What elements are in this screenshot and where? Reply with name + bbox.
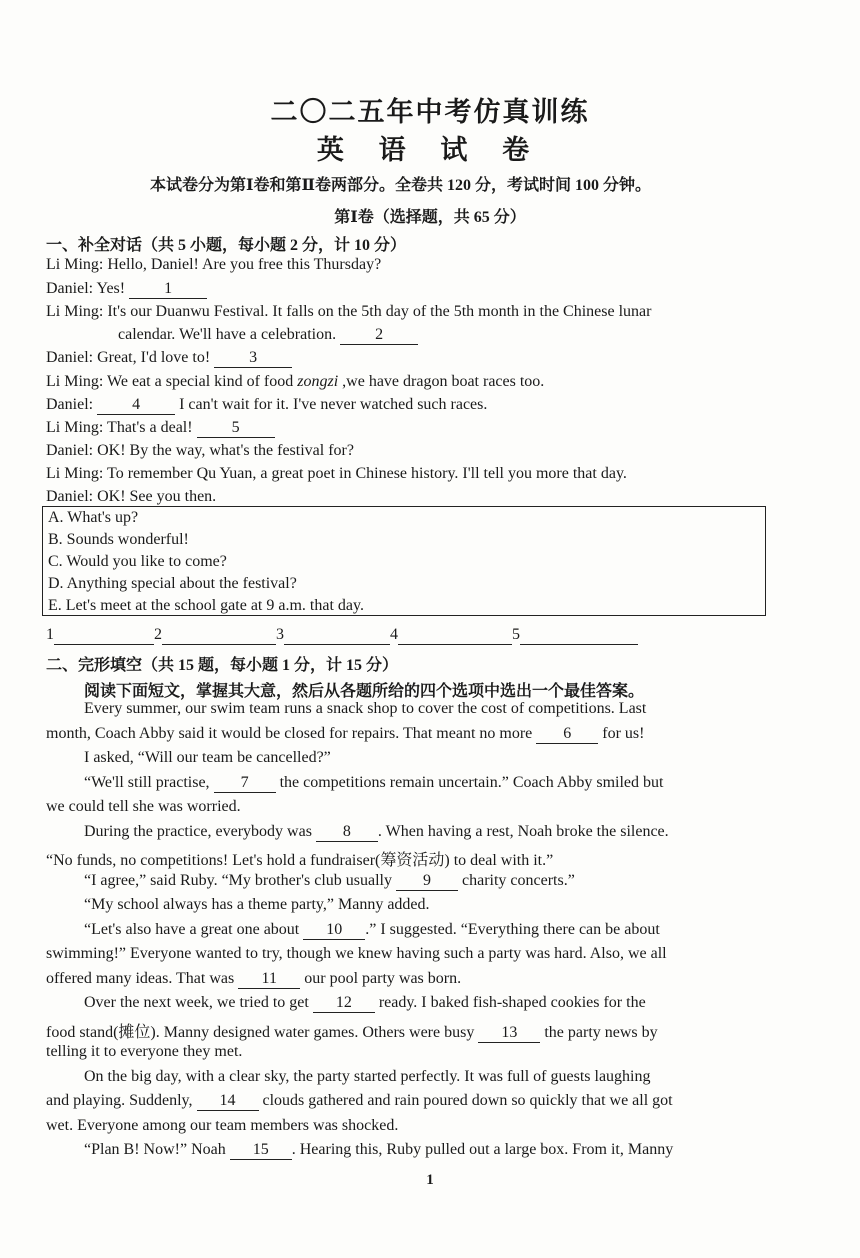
answer-label-5: 5 xyxy=(512,626,520,643)
passage-line xyxy=(46,700,746,725)
answer-label-2: 2 xyxy=(154,626,162,643)
passage-line xyxy=(46,1068,746,1093)
dialogue-line xyxy=(46,373,544,391)
italic-term: zongzi xyxy=(297,373,339,390)
exam-intro: 本试卷分为第Ⅰ卷和第Ⅱ卷两部分。全卷共 120 分，考试时间 100 分钟。 xyxy=(150,177,651,194)
answer-blank-5[interactable] xyxy=(520,626,638,645)
passage-text: On the big day, with a clear sky, the party started perfectly. It was full of guests laughing xyxy=(84,1067,651,1085)
dialogue-text: calendar. We'll have a celebration. xyxy=(118,326,341,343)
cloze-blank[interactable]: 7 xyxy=(214,774,276,793)
answer-label-1: 1 xyxy=(46,626,54,643)
cloze-blank[interactable]: 6 xyxy=(536,725,598,744)
dialogue-line xyxy=(46,396,487,415)
page-number: 1 xyxy=(426,1172,434,1188)
dialogue-line xyxy=(46,419,275,438)
passage-line xyxy=(46,896,746,921)
option-c: C. Would you like to come? xyxy=(48,553,227,570)
option-b: B. Sounds wonderful! xyxy=(48,531,189,548)
passage-text: month, Coach Abby said it would be closed for repairs. That meant no more xyxy=(46,724,537,742)
cloze-blank[interactable]: 14 xyxy=(197,1092,259,1111)
dialogue-text: To remember Qu Yuan, a great poet in Chinese history. I'll tell you more that day. xyxy=(103,465,627,482)
passage-text: clouds gathered and rain poured down so quickly that we all got xyxy=(258,1092,673,1109)
passage-line xyxy=(46,1043,746,1068)
dialogue-text: We eat a special kind of food xyxy=(103,373,298,390)
dialogue-line xyxy=(46,465,627,483)
section2-instruction: 阅读下面短文，掌握其大意，然后从各题所给的四个选项中选出一个最佳答案。 xyxy=(84,683,645,700)
cloze-passage xyxy=(46,700,746,1166)
speaker: Daniel: xyxy=(46,396,94,413)
dialogue-text: OK! By the way, what's the festival for? xyxy=(93,442,354,459)
dialogue-blank[interactable]: 2 xyxy=(340,326,418,345)
cloze-blank[interactable]: 13 xyxy=(478,1024,540,1043)
passage-line xyxy=(46,921,746,946)
passage-text: Every summer, our swim team runs a snack shop to cover the cost of competitions. Last xyxy=(84,700,647,717)
passage-text: “Let's also have a great one about xyxy=(84,920,304,938)
passage-line xyxy=(46,774,746,799)
passage-text: “Plan B! Now!” Noah xyxy=(84,1141,230,1158)
dialogue-blank[interactable]: 4 xyxy=(97,396,175,415)
dialogue-text: I can't wait for it. I've never watched such races. xyxy=(175,396,488,413)
dialogue-text: Hello, Daniel! Are you free this Thursday? xyxy=(103,256,382,273)
cloze-blank[interactable]: 10 xyxy=(303,921,365,940)
answer-label-3: 3 xyxy=(276,626,284,643)
passage-line xyxy=(46,1019,746,1044)
passage-text: for us! xyxy=(598,724,645,742)
answer-line xyxy=(46,626,638,645)
option-d: D. Anything special about the festival? xyxy=(48,575,297,592)
speaker: Li Ming: xyxy=(46,465,104,482)
dialogue-line xyxy=(46,488,216,506)
passage-line xyxy=(46,872,746,897)
dialogue-line xyxy=(118,326,418,345)
passage-text: food stand(摊位). Manny designed water games. Others were busy xyxy=(46,1023,479,1041)
passage-line xyxy=(46,1141,746,1166)
dialogue-line xyxy=(46,280,207,299)
speaker: Li Ming: xyxy=(46,419,104,436)
answer-blank-1[interactable] xyxy=(54,626,154,645)
cloze-blank[interactable]: 12 xyxy=(313,994,375,1013)
dialogue-line xyxy=(46,303,651,321)
dialogue-blank[interactable]: 3 xyxy=(214,349,292,368)
passage-text: ready. I baked fish-shaped cookies for the xyxy=(374,994,646,1011)
passage-text: charity concerts.” xyxy=(457,871,575,889)
passage-line xyxy=(46,749,746,774)
passage-line xyxy=(46,994,746,1019)
passage-text: . Hearing this, Ruby pulled out a large box. From it, Manny xyxy=(291,1141,674,1158)
options-box xyxy=(42,506,766,616)
passage-text: swimming!” Everyone wanted to try, though we knew having such a party was hard. Also, we all xyxy=(46,945,667,962)
section1-heading: 一、补全对话（共 5 小题，每小题 2 分，计 10 分） xyxy=(46,237,407,254)
speaker: Daniel: xyxy=(46,349,94,366)
answer-label-4: 4 xyxy=(390,626,398,643)
dialogue-text: That's a deal! xyxy=(103,419,197,436)
passage-text: we could tell she was worried. xyxy=(46,798,241,815)
passage-text: our pool party was born. xyxy=(300,969,462,987)
passage-line xyxy=(46,847,746,872)
passage-text: “We'll still practise, xyxy=(84,773,214,791)
exam-subtitle: 英 语 试 卷 xyxy=(316,135,544,165)
passage-line xyxy=(46,798,746,823)
cloze-blank[interactable]: 9 xyxy=(396,872,458,891)
passage-text: Over the next week, we tried to get xyxy=(84,994,313,1011)
passage-text: wet. Everyone among our team members was shocked. xyxy=(46,1116,399,1134)
cloze-blank[interactable]: 8 xyxy=(316,823,378,842)
passage-text: offered many ideas. That was xyxy=(46,969,239,987)
passage-text: “I agree,” said Ruby. “My brother's club usually xyxy=(84,871,396,889)
section2-heading: 二、完形填空（共 15 题，每小题 1 分，计 15 分） xyxy=(46,657,399,674)
dialogue-line xyxy=(46,256,381,274)
speaker: Li Ming: xyxy=(46,303,104,320)
passage-line xyxy=(46,823,746,848)
option-a: A. What's up? xyxy=(48,509,139,526)
exam-title: 二〇二五年中考仿真训练 xyxy=(270,97,590,127)
dialogue-line xyxy=(46,349,292,368)
dialogue-blank[interactable]: 5 xyxy=(197,419,275,438)
speaker: Li Ming: xyxy=(46,373,104,390)
dialogue-text: Great, I'd love to! xyxy=(93,349,215,366)
dialogue-text: ,we have dragon boat races too. xyxy=(338,373,545,390)
passage-text: “No funds, no competitions! Let's hold a fundraiser(筹资活动) to deal with it.” xyxy=(46,852,554,869)
passage-text: the party news by xyxy=(540,1023,658,1041)
answer-blank-4[interactable] xyxy=(398,626,512,645)
passage-text: “My school always has a theme party,” Manny added. xyxy=(84,896,430,913)
passage-text: During the practice, everybody was xyxy=(84,822,316,840)
cloze-blank[interactable]: 15 xyxy=(230,1141,292,1160)
cloze-blank[interactable]: 11 xyxy=(238,970,300,989)
speaker: Daniel: xyxy=(46,442,94,459)
option-e: E. Let's meet at the school gate at 9 a.m. that day. xyxy=(48,597,364,614)
passage-text: . When having a rest, Noah broke the silence. xyxy=(377,822,669,840)
dialogue-blank[interactable]: 1 xyxy=(129,280,207,299)
passage-line xyxy=(46,945,746,970)
passage-line xyxy=(46,1092,746,1117)
passage-line xyxy=(46,970,746,995)
part-title: 第Ⅰ卷（选择题，共 65 分） xyxy=(334,209,526,226)
speaker: Li Ming: xyxy=(46,256,104,273)
speaker: Daniel: xyxy=(46,280,94,297)
passage-text: telling it to everyone they met. xyxy=(46,1043,243,1060)
answer-blank-3[interactable] xyxy=(284,626,390,645)
answer-blank-2[interactable] xyxy=(162,626,276,645)
passage-text: the competitions remain uncertain.” Coach Abby smiled but xyxy=(275,773,664,791)
dialogue-line xyxy=(46,442,354,460)
dialogue-text: It's our Duanwu Festival. It falls on the 5th day of the 5th month in the Chinese lunar xyxy=(103,303,652,320)
passage-line xyxy=(46,1117,746,1142)
passage-text: and playing. Suddenly, xyxy=(46,1092,197,1109)
speaker: Daniel: xyxy=(46,488,94,505)
passage-text: .” I suggested. “Everything there can be about xyxy=(365,920,660,938)
passage-line xyxy=(46,725,746,750)
dialogue-text: OK! See you then. xyxy=(93,488,217,505)
dialogue-text: Yes! xyxy=(93,280,130,297)
passage-text: I asked, “Will our team be cancelled?” xyxy=(84,749,331,766)
